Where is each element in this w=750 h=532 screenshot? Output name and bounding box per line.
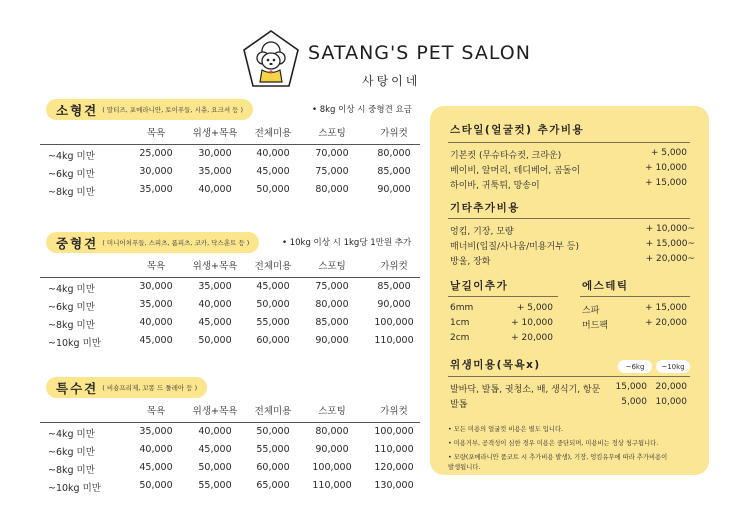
style-item-label: 기본컷 (무슈타슈컷, 크라운) (450, 151, 562, 161)
special-dog-badge (46, 377, 207, 398)
hygiene-price-6kg: 5,000 (621, 397, 647, 407)
extra-item-price: + 10,000~ (645, 224, 695, 234)
price-cell: 120,000 (374, 462, 414, 473)
note-text: • 미용거부, 공격성이 심한 경우 미용은 중단되며, 미용비는 정상 청구됩니다. (448, 440, 659, 447)
price-cell: 35,000 (139, 184, 173, 195)
row-label: ~10kg 미만 (48, 483, 101, 494)
small-dog-section (40, 99, 420, 199)
medium-dog-header-row (40, 258, 420, 276)
esthetic-item-label: 스파 (582, 306, 600, 316)
small-dog-title: 소형견 (56, 102, 99, 118)
style-item-label: 하이바, 귀툭튀, 망송이 (450, 181, 540, 191)
small-dog-breeds: ( 말티즈, 포메라니안, 토이푸들, 시츄, 요크셔 등 ) (102, 106, 244, 114)
table-row (40, 332, 420, 350)
brand-title: SATANG'S PET SALON (308, 42, 531, 64)
table-row (40, 296, 420, 314)
price-cell: 110,000 (374, 444, 414, 455)
medium-dog-note: • 10kg 이상 시 1kg당 1만원 추가 (282, 238, 412, 248)
special-dog-title: 특수견 (56, 380, 99, 396)
price-cell: 45,000 (256, 166, 290, 177)
price-cell: 35,000 (198, 281, 232, 292)
row-label: ~6kg 미만 (48, 302, 95, 313)
price-cell: 75,000 (315, 166, 349, 177)
col-header: 목욕 (146, 406, 166, 417)
price-cell: 60,000 (256, 462, 290, 473)
blade-item-price: + 10,000 (511, 318, 553, 328)
weight-tag: ~10kg (656, 360, 690, 373)
row-label: ~10kg 미만 (48, 338, 101, 349)
blade-item-label: 2cm (450, 333, 470, 343)
price-cell: 70,000 (315, 148, 349, 159)
price-cell: 85,000 (315, 317, 349, 328)
col-header: 위생+목욕 (192, 406, 238, 417)
extra-item-price: + 15,000~ (645, 239, 695, 249)
price-cell: 55,000 (256, 317, 290, 328)
medium-dog-breeds: ( 미니어처푸들, 스피츠, 폼피츠, 코카, 닥스훈트 등 ) (102, 239, 250, 247)
esthetic-item-label: 머드팩 (582, 321, 609, 331)
price-cell: 80,000 (315, 184, 349, 195)
col-header: 가위컷 (380, 261, 408, 272)
price-cell: 55,000 (256, 444, 290, 455)
price-cell: 50,000 (256, 184, 290, 195)
style-item-label: 베이비, 알머리, 테디베어, 곰돌이 (450, 166, 581, 176)
medium-dog-badge (46, 232, 259, 253)
price-cell: 130,000 (374, 480, 414, 491)
price-cell: 25,000 (139, 148, 173, 159)
col-header: 스포팅 (318, 128, 346, 139)
price-cell: 30,000 (139, 281, 173, 292)
col-header: 목욕 (146, 128, 166, 139)
col-header: 목욕 (146, 261, 166, 272)
col-header: 전체미용 (254, 128, 292, 139)
price-cell: 40,000 (198, 426, 232, 437)
row-label: ~8kg 미만 (48, 187, 95, 198)
divider (448, 376, 690, 377)
blade-item-price: + 20,000 (511, 333, 553, 343)
price-cell: 85,000 (377, 166, 411, 177)
table-row (40, 163, 420, 181)
style-item-price: + 5,000 (650, 148, 687, 158)
price-cell: 50,000 (256, 299, 290, 310)
price-cell: 90,000 (315, 444, 349, 455)
price-cell: 65,000 (256, 480, 290, 491)
extra-fee-title: 기타추가비용 (450, 202, 520, 214)
hygiene-price-10kg: 20,000 (655, 382, 687, 392)
price-cell: 100,000 (374, 426, 414, 437)
price-cell: 100,000 (374, 317, 414, 328)
price-cell: 50,000 (198, 335, 232, 346)
header (0, 0, 750, 100)
style-item-price: + 10,000 (645, 163, 687, 173)
divider (580, 296, 690, 297)
price-cell: 35,000 (198, 166, 232, 177)
price-cell: 45,000 (198, 317, 232, 328)
medium-dog-section (40, 232, 420, 350)
hygiene-item-label: 발바닥, 발톱, 귓청소, 배, 생식기, 항문 (450, 385, 601, 395)
price-cell: 40,000 (198, 184, 232, 195)
col-header: 전체미용 (254, 261, 292, 272)
esthetic-item-price: + 20,000 (645, 318, 687, 328)
note-text: 발생됩니다. (448, 464, 481, 471)
divider (448, 142, 690, 143)
price-cell: 60,000 (256, 335, 290, 346)
style-fee-title: 스타일(얼굴컷) 추가비용 (450, 124, 585, 136)
table-row (40, 441, 420, 459)
row-label: ~6kg 미만 (48, 447, 95, 458)
special-dog-header-row (40, 403, 420, 421)
special-dog-breeds: ( 비숑프리제, 꼬똥 드 툴레아 등 ) (102, 384, 198, 392)
extra-item-label: 매너비(입질/사나움/미용거부 등) (450, 242, 579, 252)
divider (448, 296, 558, 297)
hygiene-price-10kg: 10,000 (655, 397, 687, 407)
price-cell: 40,000 (139, 317, 173, 328)
col-header: 스포팅 (318, 261, 346, 272)
price-cell: 110,000 (312, 480, 352, 491)
note-text: • 모든 미용의 얼굴컷 비용은 별도 입니다. (448, 426, 564, 433)
table-row (40, 314, 420, 332)
hygiene-item-label: 발톱 (450, 400, 468, 410)
col-header: 스포팅 (318, 406, 346, 417)
price-cell: 40,000 (256, 148, 290, 159)
brand-subtitle: 사탕이네 (362, 74, 421, 88)
price-cell: 90,000 (377, 299, 411, 310)
price-cell: 40,000 (139, 444, 173, 455)
row-label: ~8kg 미만 (48, 320, 95, 331)
hygiene-title: 위생미용(목욕x) (450, 359, 541, 371)
table-row (40, 459, 420, 477)
small-dog-note: • 8kg 이상 시 중형견 요금 (312, 105, 412, 115)
table-row (40, 423, 420, 441)
col-header: 전체미용 (254, 406, 292, 417)
small-dog-badge (46, 99, 253, 120)
extra-fees-panel (430, 106, 709, 475)
price-cell: 50,000 (198, 462, 232, 473)
row-label: ~8kg 미만 (48, 465, 95, 476)
note-text: • 모량(포메라니안 품코트 시 추가비용 발생), 기장, 엉킴유무에 따라 추가비용이 (448, 454, 668, 461)
price-cell: 40,000 (198, 299, 232, 310)
table-row (40, 145, 420, 163)
table-row (40, 181, 420, 199)
extra-item-label: 엉킴, 기장, 모량 (450, 227, 514, 237)
price-cell: 35,000 (139, 299, 173, 310)
price-cell: 100,000 (312, 462, 352, 473)
extra-item-label: 방울, 장화 (450, 257, 491, 267)
medium-dog-title: 중형견 (56, 235, 99, 251)
small-dog-header-row (40, 125, 420, 143)
divider (448, 218, 690, 219)
price-cell: 50,000 (256, 426, 290, 437)
price-cell: 110,000 (374, 335, 414, 346)
price-cell: 85,000 (377, 281, 411, 292)
price-cell: 45,000 (139, 462, 173, 473)
price-cell: 45,000 (139, 335, 173, 346)
esthetic-item-price: + 15,000 (645, 303, 687, 313)
extra-item-price: + 20,000~ (645, 254, 695, 264)
hygiene-price-6kg: 15,000 (615, 382, 647, 392)
price-cell: 30,000 (198, 148, 232, 159)
price-cell: 35,000 (139, 426, 173, 437)
blade-item-label: 1cm (450, 318, 470, 328)
style-item-price: + 15,000 (645, 178, 687, 188)
price-cell: 80,000 (377, 148, 411, 159)
price-cell: 45,000 (198, 444, 232, 455)
price-cell: 55,000 (198, 480, 232, 491)
blade-item-label: 6mm (450, 303, 474, 313)
blade-length-title: 날길이추가 (450, 280, 509, 292)
blade-item-price: + 5,000 (516, 303, 553, 313)
col-header: 위생+목욕 (192, 128, 238, 139)
table-row (40, 278, 420, 296)
esthetic-title: 에스테틱 (582, 280, 629, 292)
col-header: 위생+목욕 (192, 261, 238, 272)
price-cell: 90,000 (377, 184, 411, 195)
table-row (40, 477, 420, 495)
col-header: 가위컷 (380, 406, 408, 417)
special-dog-section (40, 377, 420, 495)
price-cell: 80,000 (315, 299, 349, 310)
weight-tag: ~6kg (618, 360, 652, 373)
row-label: ~6kg 미만 (48, 169, 95, 180)
row-label: ~4kg 미만 (48, 284, 95, 295)
price-cell: 50,000 (139, 480, 173, 491)
poodle-logo-icon (240, 28, 302, 90)
price-cell: 30,000 (139, 166, 173, 177)
row-label: ~4kg 미만 (48, 429, 95, 440)
row-label: ~4kg 미만 (48, 151, 95, 162)
price-cell: 80,000 (315, 426, 349, 437)
col-header: 가위컷 (380, 128, 408, 139)
price-cell: 75,000 (315, 281, 349, 292)
price-cell: 90,000 (315, 335, 349, 346)
price-cell: 45,000 (256, 281, 290, 292)
